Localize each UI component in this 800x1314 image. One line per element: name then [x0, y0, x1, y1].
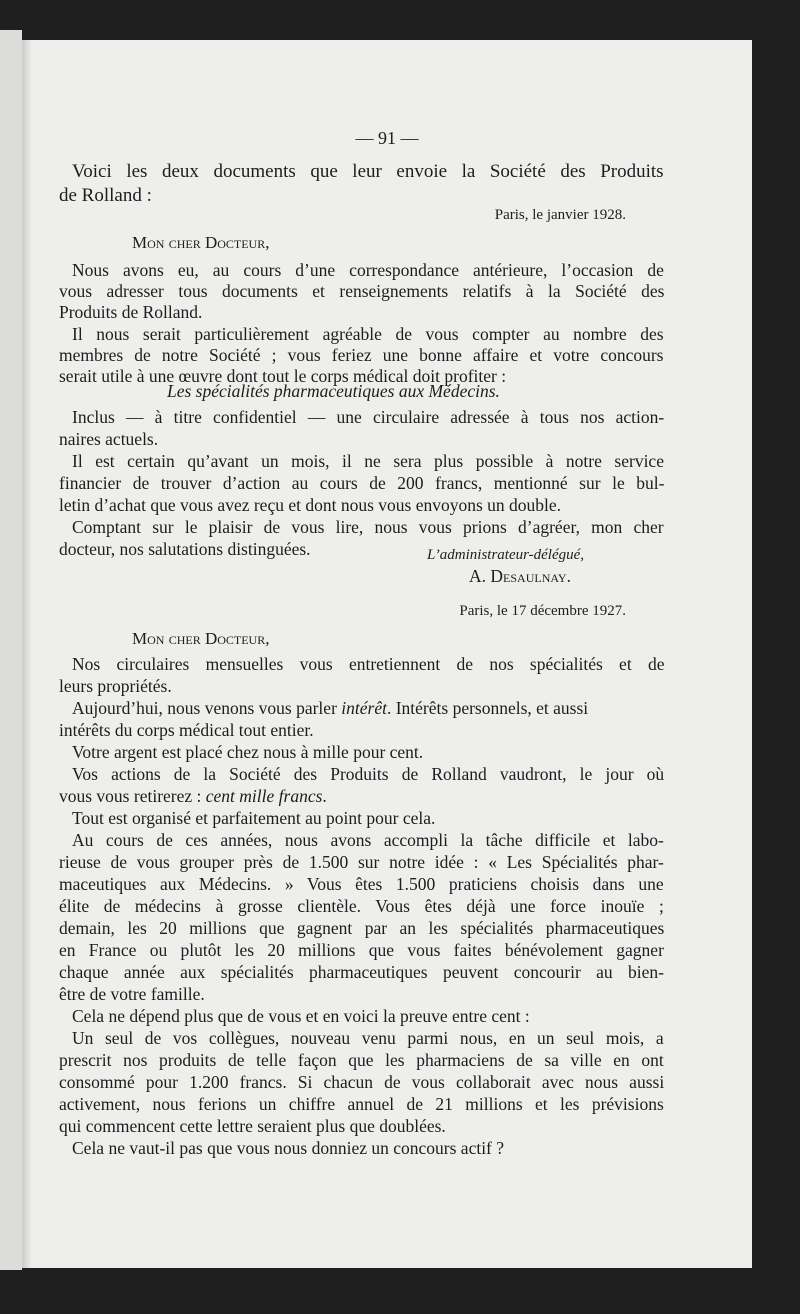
letter2-line: [72, 697, 588, 719]
letter2-text: . Intérêts personnels, et aussi: [386, 698, 589, 718]
letter1-line: Inclus — à titre confidentiel — une circulaire adressée à tous nos action-: [72, 407, 665, 427]
letter2-line: rieuse de vous grouper près de 1.500 sur notre idée : « Les Spécialités phar-: [59, 852, 664, 872]
letter2-line: Cela ne vaut-il pas que vous nous donniez un concours actif ?: [72, 1138, 505, 1158]
signature-role: L’administrateur-délégué,: [427, 547, 585, 563]
page-gutter-shadow: [22, 40, 32, 1268]
letter2-line: qui commencent cette lettre seraient plus que doublées.: [59, 1116, 446, 1136]
letter1-salutation: Mon cher Docteur,: [132, 233, 270, 252]
letter2-line: Nos circulaires mensuelles vous entretiennent de nos spécialités et de: [72, 654, 665, 674]
letter1-date: Paris, le janvier 1928.: [494, 207, 626, 223]
signature-name: A. Desaulnay.: [469, 566, 571, 586]
letter2-line: leurs propriétés.: [59, 676, 172, 696]
letter1-line: financier de trouver d’action au cours de 200 francs, mentionné sur le bul-: [59, 473, 665, 493]
letter2-italic-text: intérêt: [341, 698, 387, 718]
letter2-line: en France ou plutôt les 20 millions que vous faites bénévolement gagner: [59, 940, 664, 960]
letter2-italic-text: cent mille francs: [205, 786, 323, 806]
book-page: [22, 40, 752, 1268]
letter2-line: [59, 785, 327, 807]
letter1-line: Nous avons eu, au cours d’une correspondance antérieure, l’occasion de: [72, 260, 664, 280]
letter2-salutation: Mon cher Docteur,: [132, 629, 270, 648]
letter2-line: Votre argent est placé chez nous à mille pour cent.: [72, 742, 424, 762]
previous-page-edge: [0, 30, 22, 1270]
letter1-line: letin d’achat que vous avez reçu et dont nous vous envoyons un double.: [59, 495, 562, 515]
letter2-line: demain, les 20 millions que gagnent par an les spécialités pharmaceutiques: [59, 918, 665, 938]
letter2-line: Au cours de ces années, nous avons accompli la tâche difficile et labo-: [72, 830, 664, 850]
letter2-date: Paris, le 17 décembre 1927.: [459, 603, 626, 619]
letter2-line: activement, nous ferions un chiffre annuel de 21 millions et les prévisions: [59, 1094, 664, 1114]
letter2-text: vous vous retirerez :: [59, 786, 206, 806]
letter1-line: Il nous serait particulièrement agréable de vous compter au nombre des: [72, 324, 664, 344]
letter2-line: élite de médecins à grosse clientèle. Vous êtes déjà une force inouïe ;: [59, 896, 664, 916]
letter1-line: naires actuels.: [59, 429, 159, 449]
letter2-line: Cela ne dépend plus que de vous et en voici la preuve entre cent :: [72, 1006, 530, 1026]
letter2-line: Vos actions de la Société des Produits de Rolland vaudront, le jour où: [72, 764, 665, 784]
letter1-line: membres de notre Société ; vous feriez une bonne affaire et votre concours: [59, 345, 664, 365]
letter2-line: Tout est organisé et parfaitement au point pour cela.: [72, 808, 436, 828]
letter1-line: Produits de Rolland.: [59, 302, 203, 322]
letter2-text: .: [322, 786, 327, 806]
intro-line-1: Voici les deux documents que leur envoie la Société des Produits: [72, 161, 664, 182]
letter1-line: Il est certain qu’avant un mois, il ne sera plus possible à notre service: [72, 451, 664, 471]
letter1-line: docteur, nos salutations distinguées.: [59, 539, 311, 559]
letter2-line: maceutiques aux Médecins. » Vous êtes 1.500 praticiens choisis dans une: [59, 874, 664, 894]
letter2-line: chaque année aux spécialités pharmaceutiques peuvent concourir au bien-: [59, 962, 664, 982]
letter2-line: être de votre famille.: [59, 984, 205, 1004]
letter2-line: Un seul de vos collègues, nouveau venu parmi nous, en un seul mois, a: [72, 1028, 664, 1048]
letter2-line: consommé pour 1.200 francs. Si chacun de vous collaborait avec nous aussi: [59, 1072, 665, 1092]
letter2-line: intérêts du corps médical tout entier.: [59, 720, 314, 740]
letter2-line: prescrit nos produits de telle façon que les pharmaciens de sa ville en ont: [59, 1050, 664, 1070]
letter1-line: serait utile à une œuvre dont tout le corps médical doit profiter :: [59, 366, 507, 386]
letter1-line: Comptant sur le plaisir de vous lire, nous vous prions d’agréer, mon cher: [72, 517, 664, 537]
intro-line-2: de Rolland :: [59, 185, 152, 206]
letter1-line: vous adresser tous documents et renseignements relatifs à la Société des: [59, 281, 665, 301]
letter2-text: Aujourd’hui, nous venons vous parler: [72, 698, 342, 718]
letter1-title-line: Les spécialités pharmaceutiques aux Médecins.: [167, 381, 500, 401]
page-number: — 91 —: [355, 128, 419, 148]
